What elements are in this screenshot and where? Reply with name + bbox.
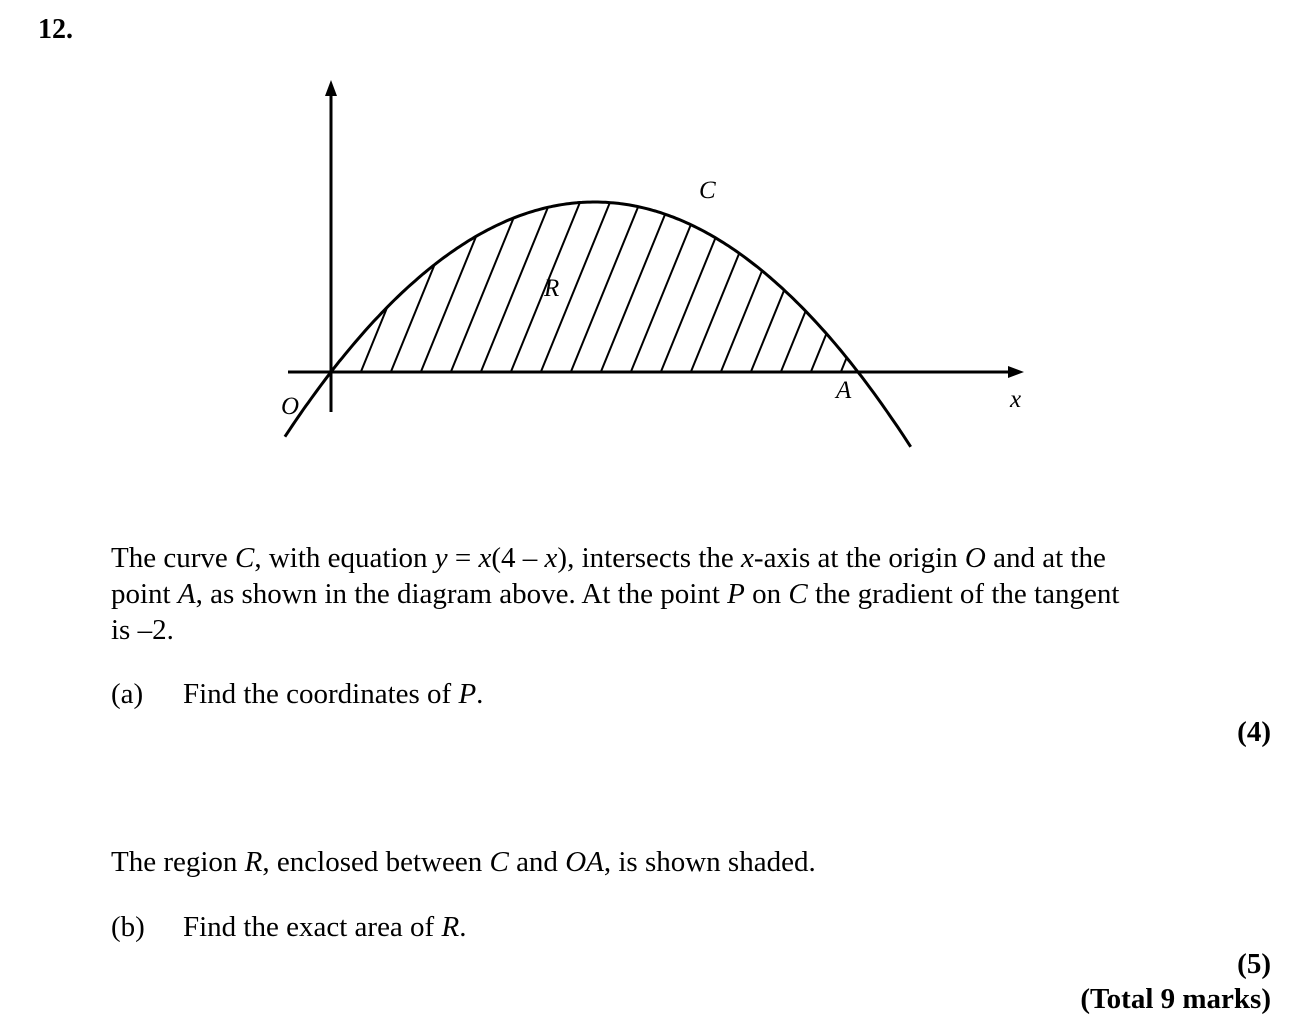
hatch-line [570,190,645,374]
part-b-text: Find the exact area of R. [183,911,467,943]
curve-diagram [0,0,1302,500]
intro-line-3: is –2. [111,614,174,646]
hatch-line [390,190,465,374]
origin-label: O [281,393,300,420]
hatch-line [360,190,435,374]
part-b-marks: (5) [1237,948,1271,980]
hatch-line [780,190,855,374]
total-marks: (Total 9 marks) [1080,983,1271,1015]
x-axis-arrowhead [1008,366,1024,378]
hatch-line [630,190,705,374]
curve-label: C [699,177,716,204]
y-axis-arrowhead [325,80,337,96]
hatch-line [750,190,825,374]
hatch-line [720,190,795,374]
hatch-line [420,190,495,374]
hatch-line [600,190,675,374]
intro-line-1: The curve C, with equation y = x(4 – x), intersects the x-axis at the origin O and at the [111,542,1106,574]
hatch-line [330,190,405,374]
x-axis-label: x [1010,386,1022,413]
part-a-text: Find the coordinates of P. [183,678,484,710]
part-b-label: (b) [111,911,145,943]
region-statement: The region R, enclosed between C and OA, is shown shaded. [111,846,816,878]
hatch-line [810,190,885,374]
point-a-label: A [836,377,852,404]
curve-c [285,202,911,447]
intro-line-2: point A, as shown in the diagram above. At the point P on C the gradient of the tangent [111,578,1120,610]
part-a-label: (a) [111,678,144,710]
hatch-line [870,190,945,374]
question-number: 12. [38,14,73,45]
hatch-line [840,190,915,374]
part-a-marks: (4) [1237,716,1271,748]
region-label: R [544,275,560,302]
hatch-line [690,190,765,374]
hatching [330,190,975,374]
hatch-line [900,190,975,374]
